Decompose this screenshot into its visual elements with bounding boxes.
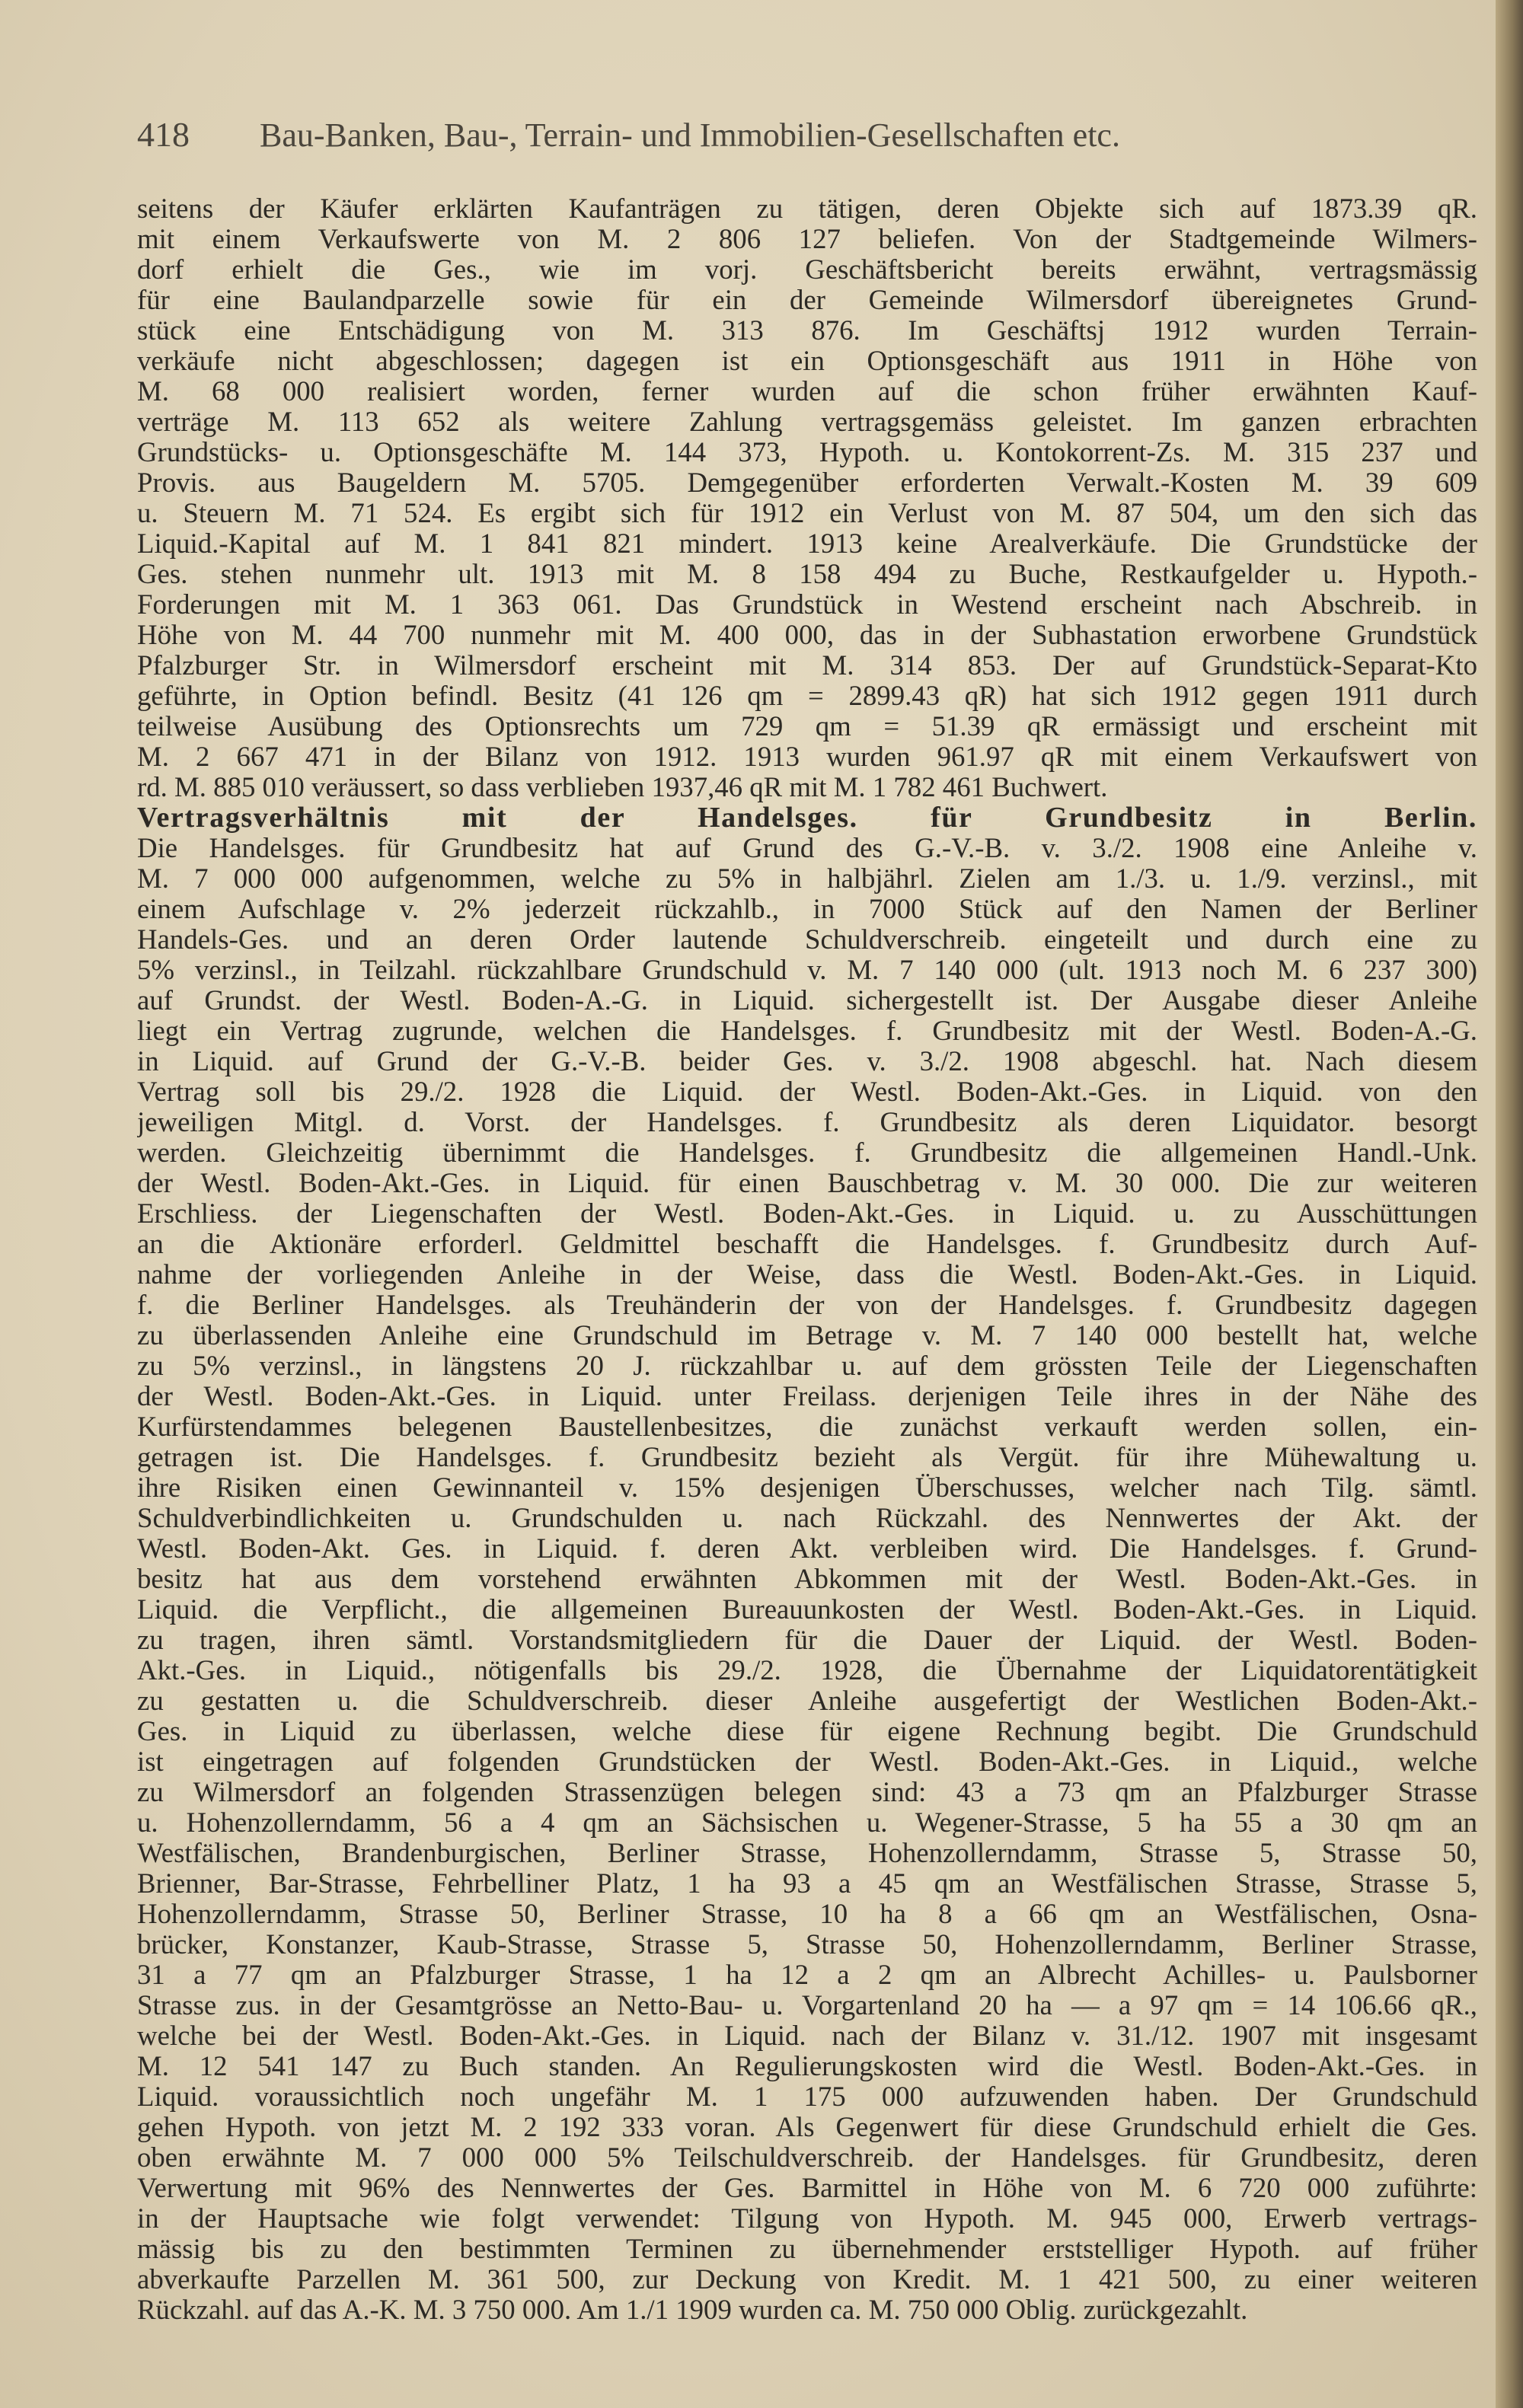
text-line: nahme der vorliegenden Anleihe in der Weise, dass die Westl. Boden-Akt.-Ges. in Liquid. <box>137 1259 1477 1290</box>
text-line: besitz hat aus dem vorstehend erwähnten Abkommen mit der Westl. Boden-Akt.-Ges. in <box>137 1564 1477 1594</box>
text-line: Westfälischen, Brandenburgischen, Berliner Strasse, Hohenzollerndamm, Strasse 5, Strasse 50, <box>137 1838 1477 1868</box>
text-line: Akt.-Ges. in Liquid., nötigenfalls bis 29./2. 1928, die Übernahme der Liquidatorentätigkeit <box>137 1655 1477 1686</box>
text-line: Westl. Boden-Akt. Ges. in Liquid. f. deren Akt. verbleiben wird. Die Handelsges. f. Grund- <box>137 1533 1477 1564</box>
text-line: Liquid. voraussichtlich noch ungefähr M. 1 175 000 aufzuwenden haben. Der Grundschuld <box>137 2081 1477 2112</box>
text-line: Verwertung mit 96% des Nennwertes der Ges. Barmittel in Höhe von M. 6 720 000 zuführte: <box>137 2173 1477 2203</box>
text-line: seitens der Käufer erklärten Kaufanträgen zu tätigen, deren Objekte sich auf 1873.39 qR. <box>137 193 1477 224</box>
text-line: Grundstücks- u. Optionsgeschäfte M. 144 373, Hypoth. u. Kontokorrent-Zs. M. 315 237 und <box>137 437 1477 467</box>
page-number: 418 <box>137 115 190 154</box>
text-line: an die Aktionäre erforderl. Geldmittel beschafft die Handelsges. f. Grundbesitz durch Auf- <box>137 1229 1477 1259</box>
body-text <box>137 193 1477 2325</box>
text-line: 5% verzinsl., in Teilzahl. rückzahlbare Grundschuld v. M. 7 140 000 (ult. 1913 noch M. 6 237 300) <box>137 955 1477 985</box>
text-line: abverkaufte Parzellen M. 361 500, zur Deckung von Kredit. M. 1 421 500, zu einer weiteren <box>137 2264 1477 2295</box>
text-line: Ges. stehen nunmehr ult. 1913 mit M. 8 158 494 zu Buche, Restkaufgelder u. Hypoth.- <box>137 559 1477 589</box>
paragraph-1 <box>137 193 1477 802</box>
text-line: werden. Gleichzeitig übernimmt die Handelsges. f. Grundbesitz die allgemeinen Handl.-Unk. <box>137 1137 1477 1168</box>
text-line: einem Aufschlage v. 2% jederzeit rückzahlb., in 7000 Stück auf den Namen der Berliner <box>137 894 1477 924</box>
text-line: in der Hauptsache wie folgt verwendet: Tilgung von Hypoth. M. 945 000, Erwerb vertrags- <box>137 2203 1477 2234</box>
text-line: der Westl. Boden-Akt.-Ges. in Liquid. unter Freilass. derjenigen Teile ihres in der Nähe des <box>137 1381 1477 1411</box>
running-title: Bau-Banken, Bau-, Terrain- und Immobilien-Gesellschaften etc. <box>260 116 1120 154</box>
text-line: stück eine Entschädigung von M. 313 876. Im Geschäftsj 1912 wurden Terrain- <box>137 315 1477 346</box>
page-header <box>137 114 1493 155</box>
text-line: welche bei der Westl. Boden-Akt.-Ges. in Liquid. nach der Bilanz v. 31./12. 1907 mit insgesamt <box>137 2020 1477 2051</box>
text-line: mit einem Verkaufswerte von M. 2 806 127 beliefen. Von der Stadtgemeinde Wilmers- <box>137 224 1477 254</box>
text-line: liegt ein Vertrag zugrunde, welchen die Handelsges. f. Grundbesitz mit der Westl. Boden-A.-G. <box>137 1016 1477 1046</box>
paragraph-2 <box>137 833 1477 2325</box>
text-line: verträge M. 113 652 als weitere Zahlung vertragsgemäss geleistet. Im ganzen erbrachten <box>137 407 1477 437</box>
text-line: M. 12 541 147 zu Buch standen. An Regulierungskosten wird die Westl. Boden-Akt.-Ges. in <box>137 2051 1477 2081</box>
text-line: Schuldverbindlichkeiten u. Grundschulden u. nach Rückzahl. des Nennwertes der Akt. der <box>137 1503 1477 1533</box>
text-line: Strasse zus. in der Gesamtgrösse an Netto-Bau- u. Vorgartenland 20 ha — a 97 qm = 14 106.66 qR., <box>137 1990 1477 2020</box>
text-line: brücker, Konstanzer, Kaub-Strasse, Strasse 5, Strasse 50, Hohenzollerndamm, Berliner Strasse, <box>137 1929 1477 1960</box>
text-line: Erschliess. der Liegenschaften der Westl. Boden-Akt.-Ges. in Liquid. u. zu Ausschüttungen <box>137 1198 1477 1229</box>
text-line: 31 a 77 qm an Pfalzburger Strasse, 1 ha 12 a 2 qm an Albrecht Achilles- u. Paulsborner <box>137 1960 1477 1990</box>
text-line: M. 68 000 realisiert worden, ferner wurden auf die schon früher erwähnten Kauf- <box>137 376 1477 407</box>
text-line: zu 5% verzinsl., in längstens 20 J. rückzahlbar u. auf dem grössten Teile der Liegenschaften <box>137 1351 1477 1381</box>
text-line: M. 7 000 000 aufgenommen, welche zu 5% in halbjährl. Zielen am 1./3. u. 1./9. verzinsl., mit <box>137 863 1477 894</box>
text-line: Pfalzburger Str. in Wilmersdorf erscheint mit M. 314 853. Der auf Grundstück-Separat-Kto <box>137 650 1477 681</box>
text-line: zu tragen, ihren sämtl. Vorstandsmitgliedern für die Dauer der Liquid. der Westl. Boden- <box>137 1625 1477 1655</box>
text-line: geführte, in Option befindl. Besitz (41 126 qm = 2899.43 qR) hat sich 1912 gegen 1911 durch <box>137 681 1477 711</box>
text-line: Rückzahl. auf das A.-K. M. 3 750 000. Am 1./1 1909 wurden ca. M. 750 000 Oblig. zurückgezahlt. <box>137 2295 1248 2325</box>
text-line: Die Handelsges. für Grundbesitz hat auf Grund des G.-V.-B. v. 3./2. 1908 eine Anleihe v. <box>137 833 1477 863</box>
text-line: u. Hohenzollerndamm, 56 a 4 qm an Sächsischen u. Wegener-Strasse, 5 ha 55 a 30 qm an <box>137 1807 1477 1838</box>
text-line: Höhe von M. 44 700 nunmehr mit M. 400 000, das in der Subhastation erworbene Grundstück <box>137 620 1477 650</box>
text-line: Forderungen mit M. 1 363 061. Das Grundstück in Westend erscheint nach Abschreib. in <box>137 589 1477 620</box>
text-line: Provis. aus Baugeldern M. 5705. Demgegenüber erforderten Verwalt.-Kosten M. 39 609 <box>137 467 1477 498</box>
page-edge <box>1496 0 1523 2408</box>
text-line: in Liquid. auf Grund der G.-V.-B. beider Ges. v. 3./2. 1908 abgeschl. hat. Nach diesem <box>137 1046 1477 1076</box>
text-line: ist eingetragen auf folgenden Grundstücken der Westl. Boden-Akt.-Ges. in Liquid., welche <box>137 1746 1477 1777</box>
text-line: rd. M. 885 010 veräussert, so dass verblieben 1937,46 qR mit M. 1 782 461 Buchwert. <box>137 772 1108 802</box>
text-line: ihre Risiken einen Gewinnanteil v. 15% desjenigen Überschusses, welcher nach Tilg. sämtl. <box>137 1472 1477 1503</box>
text-line: dorf erhielt die Ges., wie im vorj. Geschäftsbericht bereits erwähnt, vertragsmässig <box>137 254 1477 285</box>
text-line: Kurfürstendammes belegenen Baustellenbesitzes, die zunächst verkauft werden sollen, ein- <box>137 1411 1477 1442</box>
text-line: Handels-Ges. und an deren Order lautende Schuldverschreib. eingeteilt und durch eine zu <box>137 924 1477 955</box>
section-heading: Vertragsverhältnis mit der Handelsges. für Grundbesitz in Berlin. <box>137 802 1477 833</box>
text-line: getragen ist. Die Handelsges. f. Grundbesitz bezieht als Vergüt. für ihre Mühewaltung u. <box>137 1442 1477 1472</box>
text-line: jeweiligen Mitgl. d. Vorst. der Handelsges. f. Grundbesitz als deren Liquidator. besorgt <box>137 1107 1477 1137</box>
text-line: M. 2 667 471 in der Bilanz von 1912. 1913 wurden 961.97 qR mit einem Verkaufswert von <box>137 742 1477 772</box>
text-line: gehen Hypoth. von jetzt M. 2 192 333 voran. Als Gegenwert für diese Grundschuld erhielt die Ges. <box>137 2112 1477 2142</box>
text-line: zu Wilmersdorf an folgenden Strassenzügen belegen sind: 43 a 73 qm an Pfalzburger Strasse <box>137 1777 1477 1807</box>
text-line: Vertrag soll bis 29./2. 1928 die Liquid. der Westl. Boden-Akt.-Ges. in Liquid. von den <box>137 1076 1477 1107</box>
text-line: mässig bis zu den bestimmten Terminen zu übernehmender erststelliger Hypoth. auf früher <box>137 2234 1477 2264</box>
text-line: teilweise Ausübung des Optionsrechts um 729 qm = 51.39 qR ermässigt und erscheint mit <box>137 711 1477 742</box>
text-line: f. die Berliner Handelsges. als Treuhänderin der von der Handelsges. f. Grundbesitz dagegen <box>137 1290 1477 1320</box>
text-line: Hohenzollerndamm, Strasse 50, Berliner Strasse, 10 ha 8 a 66 qm an Westfälischen, Osna- <box>137 1899 1477 1929</box>
text-line: Liquid. die Verpflicht., die allgemeinen Bureauunkosten der Westl. Boden-Akt.-Ges. in Liquid. <box>137 1594 1477 1625</box>
text-line: u. Steuern M. 71 524. Es ergibt sich für 1912 ein Verlust von M. 87 504, um den sich das <box>137 498 1477 528</box>
text-line: zu gestatten u. die Schuldverschreib. dieser Anleihe ausgefertigt der Westlichen Boden-Akt.- <box>137 1686 1477 1716</box>
text-line: zu überlassenden Anleihe eine Grundschuld im Betrage v. M. 7 140 000 bestellt hat, welche <box>137 1320 1477 1351</box>
text-line: verkäufe nicht abgeschlossen; dagegen ist ein Optionsgeschäft aus 1911 in Höhe von <box>137 346 1477 376</box>
text-line: Liquid.-Kapital auf M. 1 841 821 mindert. 1913 keine Arealverkäufe. Die Grundstücke der <box>137 528 1477 559</box>
text-line: für eine Baulandparzelle sowie für ein der Gemeinde Wilmersdorf übereignetes Grund- <box>137 285 1477 315</box>
text-line: Ges. in Liquid zu überlassen, welche diese für eigene Rechnung begibt. Die Grundschuld <box>137 1716 1477 1746</box>
text-line: auf Grundst. der Westl. Boden-A.-G. in Liquid. sichergestellt ist. Der Ausgabe dieser Anleihe <box>137 985 1477 1016</box>
text-line: der Westl. Boden-Akt.-Ges. in Liquid. für einen Bauschbetrag v. M. 30 000. Die zur weiteren <box>137 1168 1477 1198</box>
text-line: Brienner, Bar-Strasse, Fehrbelliner Platz, 1 ha 93 a 45 qm an Westfälischen Strasse, Strasse 5, <box>137 1868 1477 1899</box>
text-line: oben erwähnte M. 7 000 000 5% Teilschuldverschreib. der Handelsges. für Grundbesitz, deren <box>137 2142 1477 2173</box>
